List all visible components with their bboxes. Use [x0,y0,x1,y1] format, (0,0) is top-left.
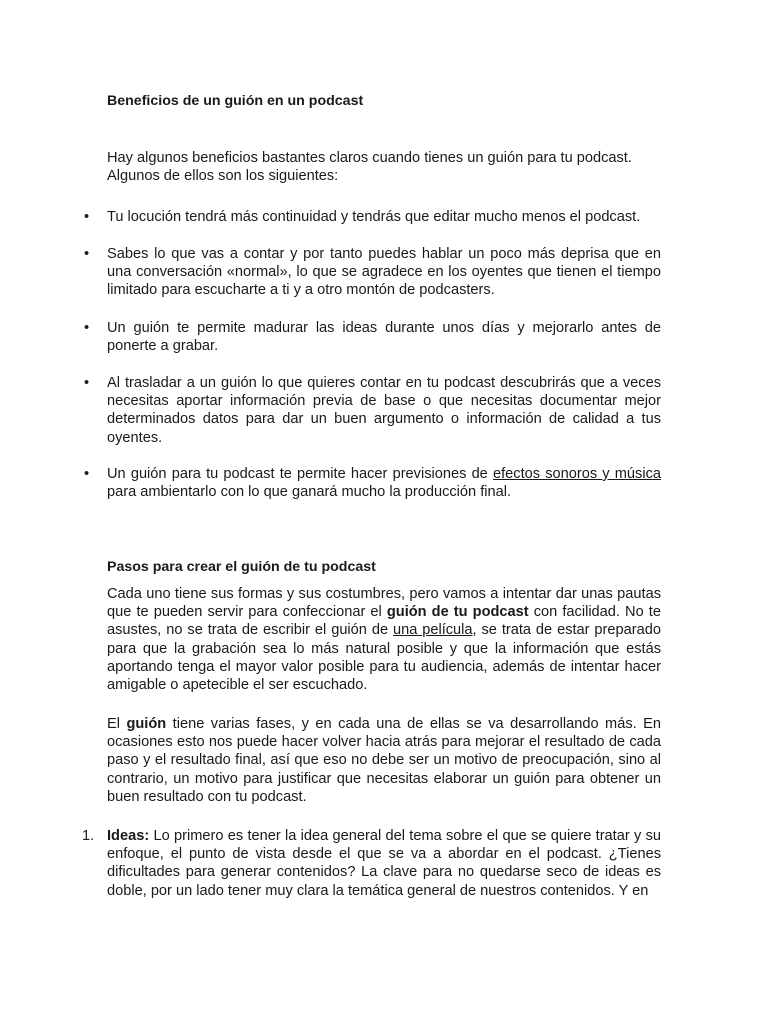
paragraph-text: , se trata de estar preparado para que la grabación sea lo más natural posible y que la información que estás aportando tenga el mayor valor posible para tu audiencia, además de intentar hacer amigable o apetecible el ser escuchado. [107,622,661,694]
bullet-item [107,465,661,501]
section-heading-benefits: Beneficios de un guión en un podcast [107,93,364,109]
bold-text: guión [126,716,167,732]
bullet-item: Al trasladar a un guión lo que quieres contar en tu podcast descubrirás que a veces necesitas aportar información previa de base o que necesitas documentar mejor determinados datos para dar un buen argumento o información de calidad a tus oyentes. [107,375,661,446]
sound-effects-link[interactable]: efectos sonoros y música [492,466,661,482]
step-number: 1. [82,828,95,844]
section-heading-steps: Pasos para crear el guión de tu podcast [107,559,376,575]
bullet-text: para ambientarlo con lo que ganará mucho la producción final. [107,484,512,501]
steps-intro-paragraph [107,585,661,694]
paragraph-text: tiene varias fases, y en cada una de ellas se va desarrollando más. En ocasiones esto nos puede hacer volver hacia atrás para mejorar el resultado de cada paso y el resultado final, así que eso no debe ser un motivo de preocupación, sino al contrario, un motivo para justificar que necesitas elaborar un guión para obtener un buen resultado con tu podcast. [107,716,662,805]
intro-paragraph: Hay algunos beneficios bastantes claros cuando tienes un guión para tu podcast. Algunos de ellos son los siguientes: [107,150,632,185]
bullet-marker: • [84,246,90,262]
step-item [107,827,661,900]
movie-link[interactable]: una película [392,622,473,639]
bold-text: guión de tu podcast [386,604,529,621]
step-title: Ideas: [107,828,150,844]
paragraph-text: El [107,716,127,732]
bullet-item: Sabes lo que vas a contar y por tanto puedes hablar un poco más deprisa que en una conversación «normal», lo que se agradece en los oyentes que tienen el tiempo limitado para escucharte a ti y a otro montón de podcasters. [107,246,661,299]
bullet-marker: • [84,209,90,225]
bullet-item: Tu locución tendrá más continuidad y tendrás que editar mucho menos el podcast. [107,209,641,225]
bullet-marker: • [84,466,90,482]
bullet-marker: • [84,320,90,336]
step-text: Lo primero es tener la idea general del tema sobre el que se quiere tratar y su enfoque, el punto de vista desde el que se va a abordar en el podcast. ¿Tienes dificultades para generar contenidos? La clave para no quedarse seco de ideas es doble, por un lado tener muy clara la temática general de nuestros contenidos. Y en [107,828,661,899]
bullet-item: Un guión te permite madurar las ideas durante unos días y mejorarlo antes de ponerte a grabar. [107,320,661,355]
bullet-text: Un guión para tu podcast te permite hacer previsiones de [107,466,493,482]
phases-paragraph [107,715,661,806]
paragraph-text: con facilidad. No te asustes, no se trata de escribir el guión de [107,604,661,639]
bullet-marker: • [84,375,90,391]
paragraph-text: Cada uno tiene sus formas y sus costumbres, pero vamos a intentar dar unas pautas que te pueden servir para confeccionar el [107,586,661,621]
